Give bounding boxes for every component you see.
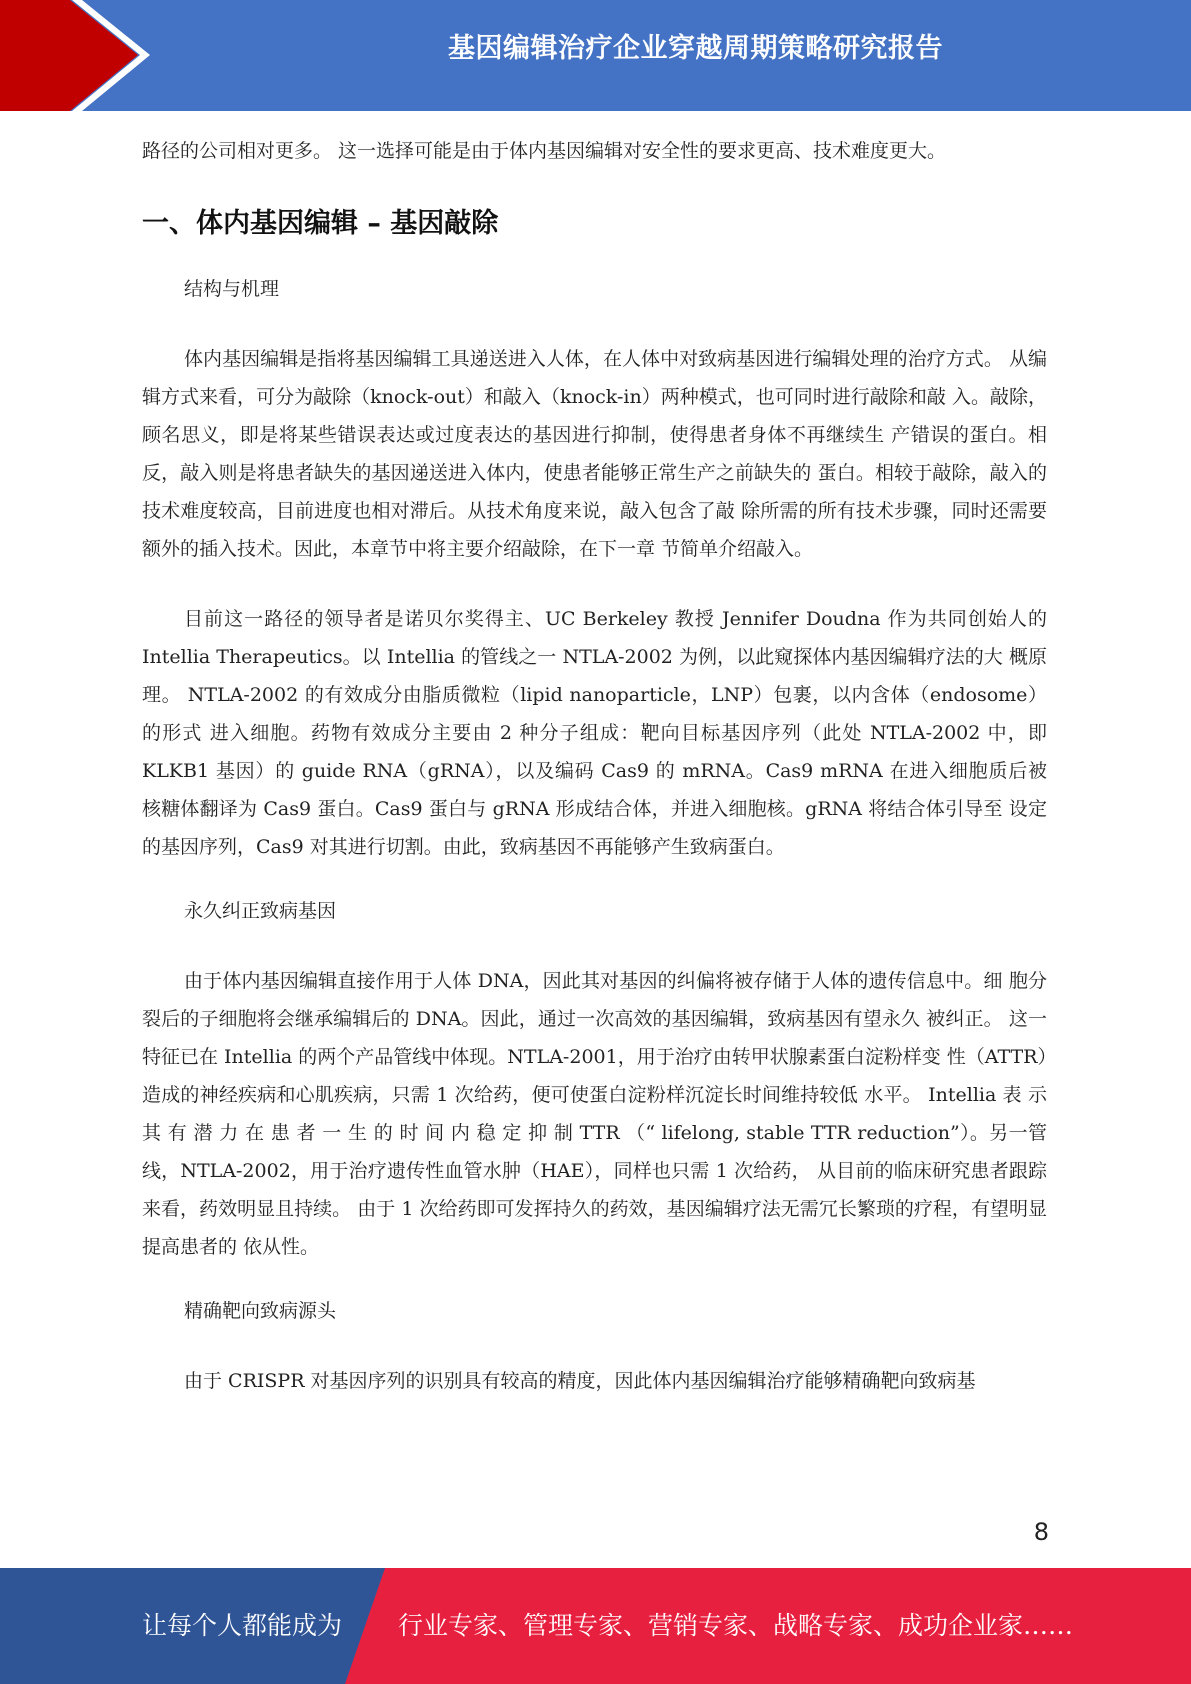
document-body xyxy=(142,132,1047,1400)
intro-paragraph: 路径的公司相对更多。 这一选择可能是由于体内基因编辑对安全性的要求更高、技术难度更大。 xyxy=(142,140,947,162)
paragraph-permanent-correction: 由于体内基因编辑直接作用于人体 DNA，因此其对基因的纠偏将被存储于人体的遗传信息中。细 胞分裂后的子细胞将会继承编辑后的 DNA。因此，通过一次高效的基因编辑，致病基因有望永久 被纠正。 这一特征已在 Intellia 的两个产品管线中体现。NTLA-2001，用于治疗由转甲状腺素蛋白淀粉样变 性（ATTR）造成的神经疾病和心肌疾病，只需 1 次给药，便可使蛋白淀粉样沉淀长时间维持较低 水平。 Intellia 表 示 其 有 潜 力 在 患 者 一 生 的 时 间 内 稳 定 抑 制 TTR （“ lifelong, stable TTR reduction”）。另一管线，NTLA-2002，用于治疗遗传性血管水肿（HAE），同样也只需 1 次给药， 从目前的临床研究患者跟踪来看，药效明显且持续。 由于 1 次给药即可发挥持久的药效，基因编辑疗法无需冗长繁琐的疗程，有望明显提高患者的 依从性。 xyxy=(142,970,1047,1258)
paragraph-intellia: 目前这一路径的领导者是诺贝尔奖得主、UC Berkeley 教授 Jennifer Doudna 作为共同创始人的 Intellia Therapeutics。以 Intellia 的管线之一 NTLA-2002 为例，以此窥探体内基因编辑疗法的大 概原理。 NTLA-2002 的有效成分由脂质微粒（lipid nanoparticle，LNP）包裹，以内含体（endosome）的形式 进入细胞。药物有效成分主要由 2 种分子组成：靶向目标基因序列（此处 NTLA-2002 中，即 KLKB1 基因）的 guide RNA（gRNA），以及编码 Cas9 的 mRNA。Cas9 mRNA 在进入细胞质后被 核糖体翻译为 Cas9 蛋白。Cas9 蛋白与 gRNA 形成结合体，并进入细胞核。gRNA 将结合体引导至 设定的基因序列，Cas9 对其进行切割。由此，致病基因不再能够产生致病蛋白。 xyxy=(142,608,1047,858)
page-footer xyxy=(0,1568,1191,1684)
footer-slogan-right: 行业专家、管理专家、营销专家、战略专家、成功企业家…… xyxy=(398,1611,1074,1640)
footer-slogan-left: 让每个人都能成为 xyxy=(142,1611,343,1640)
subheading-structure: 结构与机理 xyxy=(184,278,280,300)
paragraph-in-vivo-editing: 体内基因编辑是指将基因编辑工具递送进入人体，在人体中对致病基因进行编辑处理的治疗方式。 从编辑方式来看，可分为敲除（knock-out）和敲入（knock-in）两种模式，也可同时进行敲除和敲 入。敲除，顾名思义，即是将某些错误表达或过度表达的基因进行抑制，使得患者身体不再继续生 产错误的蛋白。相反，敲入则是将患者缺失的基因递送进入体内，使患者能够正常生产之前缺失的 蛋白。相较于敲除，敲入的技术难度较高，目前进度也相对滞后。从技术角度来说，敲入包含了敲 除所需的所有技术步骤，同时还需要额外的插入技术。因此，本章节中将主要介绍敲除，在下一章 节简单介绍敲入。 xyxy=(142,348,1047,560)
paragraph-precise-targeting: 由于 CRISPR 对基因序列的识别具有较高的精度，因此体内基因编辑治疗能够精确靶向致病基 xyxy=(184,1370,976,1392)
subheading-precise-targeting: 精确靶向致病源头 xyxy=(184,1300,337,1322)
section-heading: 一、体内基因编辑 – 基因敲除 xyxy=(142,208,499,239)
header-red-chevron xyxy=(0,0,145,111)
page-number: 8 xyxy=(1033,1518,1049,1546)
page-header xyxy=(0,0,1191,111)
subheading-permanent-correction: 永久纠正致病基因 xyxy=(184,900,337,922)
report-title: 基因编辑治疗企业穿越周期策略研究报告 xyxy=(448,33,943,64)
